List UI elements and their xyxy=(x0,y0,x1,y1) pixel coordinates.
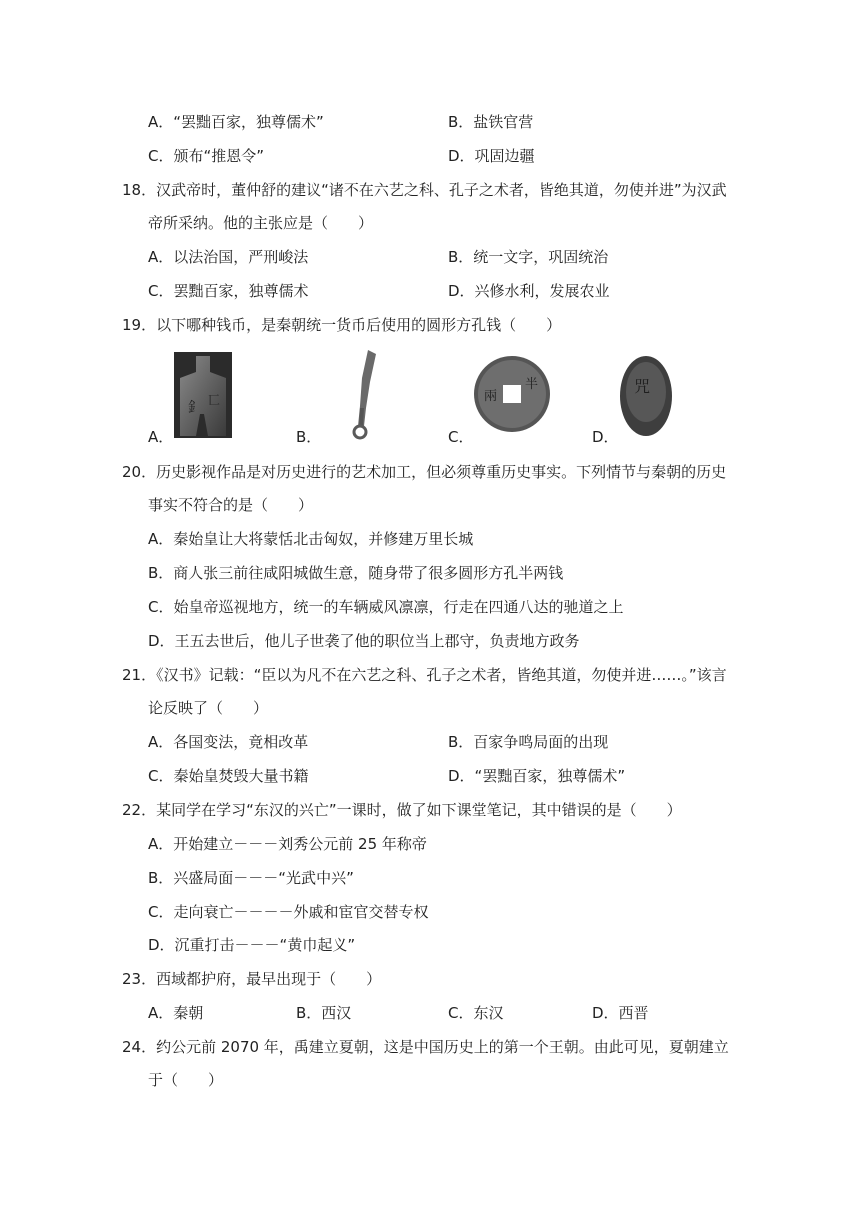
q18-stem-line2: 帝所采纳。他的主张应是（ ） xyxy=(148,214,374,232)
svg-text:兩: 兩 xyxy=(484,389,498,404)
q23-stem: 23．西域都护府，最早出现于（ ） xyxy=(122,970,382,988)
svg-text:匸: 匸 xyxy=(208,393,221,407)
q19-option-b-label: B． xyxy=(296,428,322,446)
q20-option-a: A．秦始皇让大将蒙恬北击匈奴，并修建万里长城 xyxy=(148,530,474,548)
svg-text:半: 半 xyxy=(525,377,539,392)
q19-option-c-label: C． xyxy=(448,428,474,446)
svg-text:咒: 咒 xyxy=(634,377,651,396)
q19-option-a-label: A． xyxy=(148,428,174,446)
q20-option-c: C．始皇帝巡视地方，统一的车辆威风凛凛，行走在四通八达的驰道之上 xyxy=(148,598,624,616)
q19-stem: 19．以下哪种钱币，是秦朝统一货币后使用的圆形方孔钱（ ） xyxy=(122,316,562,334)
q23-option-b: B．西汉 xyxy=(296,1004,352,1022)
q21-stem-line1: 21．《汉书》记载：“臣以为凡不在六艺之科、孔子之术者，皆绝其道，勿使并进……。”该言 xyxy=(122,666,727,684)
q17-option-b: B．盐铁官营 xyxy=(448,113,534,131)
q17-option-c: C．颁布“推恩令” xyxy=(148,147,265,165)
q22-option-b: B．兴盛局面－－－“光武中兴” xyxy=(148,869,354,887)
ant-nose-coin-image xyxy=(618,352,674,438)
q23-option-c: C．东汉 xyxy=(448,1004,504,1022)
q22-option-c: C．走向衰亡－－－－外戚和宦官交替专权 xyxy=(148,903,429,921)
q23-option-d: D．西晋 xyxy=(592,1004,649,1022)
q18-option-a: A．以法治国，严刑峻法 xyxy=(148,248,309,266)
svg-text:釒: 釒 xyxy=(188,400,202,416)
q20-option-b: B．商人张三前往咸阳城做生意，随身带了很多圆形方孔半两钱 xyxy=(148,564,564,582)
q18-option-d: D．兴修水利，发展农业 xyxy=(448,282,610,300)
q20-option-d: D．王五去世后，他儿子世袭了他的职位当上郡守，负责地方政务 xyxy=(148,632,580,650)
q22-option-a: A．开始建立－－－刘秀公元前 25 年称帝 xyxy=(148,835,427,853)
knife-coin-image xyxy=(340,348,380,440)
q18-option-c: C．罢黜百家，独尊儒术 xyxy=(148,282,309,300)
q17-option-a: A．“罢黜百家，独尊儒术” xyxy=(148,113,324,131)
q20-stem-line1: 20．历史影视作品是对历史进行的艺术加工，但必须尊重历史事实。下列情节与秦朝的历史 xyxy=(122,463,727,481)
q21-option-c: C．秦始皇焚毁大量书籍 xyxy=(148,767,309,785)
q24-stem-line2: 于（ ） xyxy=(148,1071,224,1089)
q23-option-a: A．秦朝 xyxy=(148,1004,204,1022)
q18-option-b: B．统一文字，巩固统治 xyxy=(448,248,609,266)
q24-stem-line1: 24．约公元前 2070 年，禹建立夏朝，这是中国历史上的第一个王朝。由此可见，夏朝建立 xyxy=(122,1038,729,1056)
q18-stem-line1: 18．汉武帝时，董仲舒的建议“诸不在六艺之科、孔子之术者，皆绝其道，勿使并进”为汉武 xyxy=(122,181,727,199)
q21-option-d: D．“罢黜百家，独尊儒术” xyxy=(448,767,626,785)
q21-option-a: A．各国变法，竟相改革 xyxy=(148,733,309,751)
q21-option-b: B．百家争鸣局面的出现 xyxy=(448,733,609,751)
q17-option-d: D．巩固边疆 xyxy=(448,147,535,165)
q21-stem-line2: 论反映了（ ） xyxy=(148,699,269,717)
round-square-hole-coin-image xyxy=(470,350,554,438)
q22-option-d: D．沉重打击－－－“黄巾起义” xyxy=(148,936,356,954)
q22-stem: 22．某同学在学习“东汉的兴亡”一课时，做了如下课堂笔记，其中错误的是（ ） xyxy=(122,801,682,819)
spade-coin-image xyxy=(174,352,232,438)
q19-option-d-label: D． xyxy=(592,428,619,446)
q20-stem-line2: 事实不符合的是（ ） xyxy=(148,496,314,514)
